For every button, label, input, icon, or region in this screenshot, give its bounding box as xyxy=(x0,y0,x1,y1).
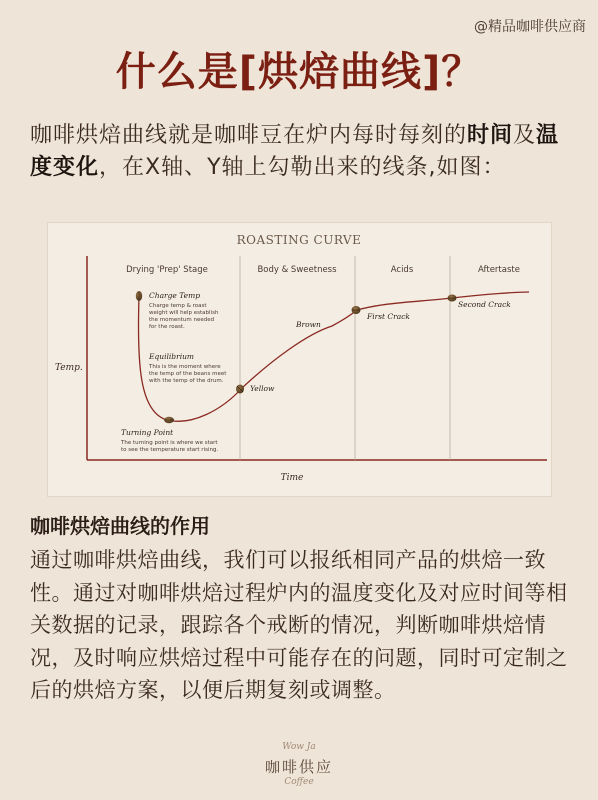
x-axis-label: Time xyxy=(280,473,304,483)
annotation-charge-desc: Charge temp & roast xyxy=(149,303,207,309)
annotation-equilibrium-desc: with the temp of the drum. xyxy=(149,378,224,384)
annotation-charge-desc: weight will help establish xyxy=(149,310,219,316)
section-heading: 咖啡烘焙曲线的作用 xyxy=(30,514,210,538)
annotation-second-crack-label: Second Crack xyxy=(458,300,511,309)
bean-marker-second-crack xyxy=(448,295,457,302)
intro-text-2: 及 xyxy=(513,123,537,148)
intro-text-3: ，在X轴、Y轴上勾勒出来的线条,如图： xyxy=(99,155,506,180)
annotation-turning-desc: to see the temperature start rising. xyxy=(121,447,219,453)
phase-label: Aftertaste xyxy=(478,265,520,275)
annotation-brown-label: Brown xyxy=(296,320,321,329)
bean-marker-yellow xyxy=(236,385,244,394)
annotation-equilibrium-desc: the temp of the beans meet xyxy=(149,371,227,377)
y-axis-label: Temp. xyxy=(55,363,83,373)
bean-marker-turning xyxy=(164,417,174,423)
annotation-equilibrium-desc: This is the moment where xyxy=(149,364,221,370)
annotation-charge-desc: for the roast. xyxy=(149,324,185,330)
author-handle: @精品咖啡供应商 xyxy=(474,19,586,35)
roasting-curve-chart xyxy=(47,222,552,497)
annotation-turning-label: Turning Point xyxy=(121,428,174,437)
footer-brand-name: 咖啡供应 xyxy=(264,758,333,776)
annotation-charge-label: Charge Temp xyxy=(149,291,201,300)
phase-label: Body & Sweetness xyxy=(257,265,337,275)
annotation-charge-desc: the momentum needed xyxy=(149,317,215,323)
footer-decoration-bottom: Coffee xyxy=(284,777,314,787)
bean-marker-charge xyxy=(136,291,142,301)
intro-bold-temp: 温度变化 xyxy=(30,123,560,180)
roasting-curve-svg xyxy=(47,222,552,497)
intro-text-1: 咖啡烘焙曲线就是咖啡豆在炉内每时每刻的 xyxy=(30,123,468,148)
footer-decoration-top: Wow Ja xyxy=(282,742,316,752)
intro-bold-time: 时间 xyxy=(467,123,514,148)
page-title: 什么是[烘焙曲线]？ xyxy=(115,49,483,95)
annotation-equilibrium-label: Equilibrium xyxy=(149,352,195,361)
annotation-turning-desc: The turning point is where we start xyxy=(121,440,218,446)
annotation-first-crack-label: First Crack xyxy=(367,312,410,321)
annotation-yellow-label: Yellow xyxy=(250,384,275,393)
section-body: 通过咖啡烘焙曲线，我们可以报纸相同产品的烘焙一致性。通过对咖啡烘焙过程炉内的温度变化及对应时间等相关数据的记录，跟踪各个戒断的情况，判断咖啡烘焙情况，及时响应烘焙过程中可能存在的问题，同时可定制之后的烘焙方案，以便后期复刻或调整。 xyxy=(30,548,568,702)
chart-title: ROASTING CURVE xyxy=(236,233,362,247)
bean-marker-first-crack xyxy=(352,306,361,314)
phase-label: Drying 'Prep' Stage xyxy=(126,265,208,275)
intro-paragraph xyxy=(30,120,570,184)
phase-label: Acids xyxy=(390,265,414,275)
footer-brand xyxy=(0,742,598,787)
